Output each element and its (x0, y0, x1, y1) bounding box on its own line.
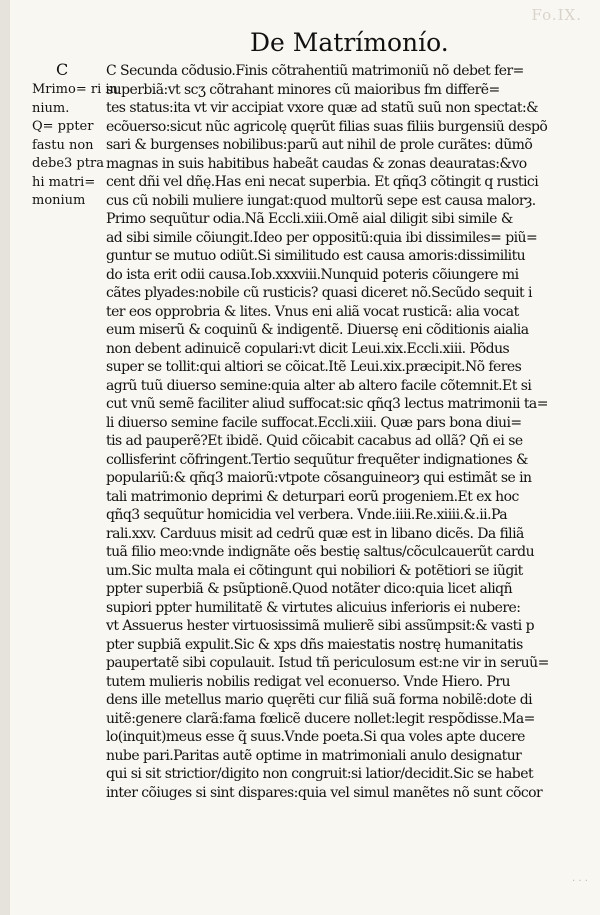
page-title: De Matrímonío. (250, 28, 449, 57)
text-line: vt Assuerus hester virtuosissimã mulierẽ sibi assũmpsit:& vasti p (106, 618, 534, 634)
body-text (106, 62, 549, 802)
text-line: rali.xxv. Carduus misit ad cedrũ quæ est in libano dicẽs. Da filiã (106, 525, 524, 542)
text-line: inter cõiuges si sint dispares:quia vel simul manẽtes nõ sunt cõcor (106, 784, 543, 801)
text-line: magnas in suis habitibus habeãt caudas & zonas deauratas:&vo (106, 155, 527, 172)
text-line: tutem mulieris nobilis redigat vel econuerso. Vnde Hiero. Pru (106, 673, 510, 690)
text-line: tes status:ita vt vir accipiat vxore quæ ad statũ suũ non spectat:& (106, 100, 539, 116)
text-line: uitẽ:genere clarã:fama fœlicẽ ducere nollet:legit respõdisse.Ma= (106, 710, 535, 727)
text-line: tali matrimonio deprimi & deturpari eorũ progeniem.Et ex hoc (106, 488, 519, 505)
text-line: um.Sic multa mala ei cõtingunt qui nobiliori & potẽtiori se iũgit (106, 562, 523, 579)
text-line: ppter superbiã & psũptionẽ.Quod notãter dico:quia licet aliqñ (106, 581, 513, 597)
text-line: ter eos opprobria & lites. Vnus eni aliã vocat rusticã: alia vocat (106, 303, 519, 320)
margin-note: debe3 ptra (32, 156, 104, 171)
text-line: cus cũ nobili muliere iungat:quod multorũ sepe est causa malorȝ. (106, 192, 536, 209)
text-line: super se tollit:qui altiori se cõicat.Itẽ Leui.xix.præcipit.Nõ feres (106, 359, 522, 375)
text-line: populariũ:& qñq3 maiorũ:vtpote cõsanguineorȝ qui estimãt se in (106, 470, 532, 486)
text-line: nube pari.Paritas autẽ optime in matrimoniali anulo designatur (106, 747, 522, 764)
text-line: guntur se mutuo odiũt.Si similitudo est causa amoris:dissimilitu (106, 248, 526, 264)
text-line: do ista erit odii causa.Iob.xxxviii.Nunquid poteris cõiungere mi (106, 266, 519, 283)
text-line: non debent adinuicẽ copulari:vt dicit Leui.xix.Eccli.xiii. Põdus (106, 340, 510, 357)
margin-note: Mrimo= ri in (32, 82, 118, 97)
text-line: cut vnũ semẽ faciliter aliud suffocat:sic qñq3 lectus matrimonii ta= (106, 396, 548, 412)
margin-note: nium. (32, 100, 70, 116)
text-line: tis ad pauperẽ?Et ibidẽ. Quid cõicabit cacabus ad ollã? Qñ ei se (106, 433, 523, 449)
text-line: C Secunda cõdusio.Finis cõtrahentiũ matrimoniũ nõ debet fer= (106, 63, 524, 79)
text-line: paupertatẽ sibi copulauit. Istud tñ periculosum est:ne vir in seruũ= (106, 655, 549, 671)
text-line: ad sibi simile cõiungit.Ideo per oppositũ:quia ibi dissimiles= piũ= (106, 229, 538, 246)
bleed-through-folio: Fo.IX. (531, 6, 582, 24)
text-line: cent dñi vel dñę.Has eni necat superbia. Et qñq3 cõtingit q rustici (106, 174, 539, 190)
text-line: cãtes plyades:nobile cũ rusticis? quasi diceret nõ.Secũdo sequit i (106, 285, 532, 301)
margin-note: Q= ppter (32, 119, 94, 134)
text-line: tuã filio meo:vnde indignãte oẽs bestię saltus/cõculcauerũt cardu (106, 544, 535, 560)
text-line: pter supbiã expulit.Sic & xps dñs maiestatis nostrę humanitatis (106, 636, 523, 653)
text-line: dens ille metellus mario quęrẽti cur filiã suã forma nobilẽ:dote di (106, 692, 533, 708)
text-line: supiori ppter humilitatẽ & virtutes alicuius inferioris ei nubere: (106, 599, 521, 616)
margin-note: hi matri= (32, 174, 96, 190)
margin-note: fastu non (32, 137, 94, 153)
text-line: agrũ tuũ diuerso semine:quia alter ab altero facile cõtemnit.Et si (106, 377, 532, 394)
text-line: superbiã:vt scʒ cõtrahant minores cũ maioribus fm differẽ= (106, 81, 500, 98)
text-line: qui si sit strictior/digito non congruit:si latior/decidit.Sic se habet (106, 766, 534, 782)
margin-note: monium (32, 193, 86, 208)
page-left-edge (0, 0, 10, 915)
text-line: sari & burgenses nobilibus:parũ aut nihil de prole curãtes: dũmõ (106, 137, 533, 153)
text-line: lo(inquit)meus esse q̃ suus.Vnde poeta.Si qua voles apte ducere (106, 729, 525, 745)
text-line: collisferint cõfringent.Tertio sequũtur frequẽter indignationes & (106, 451, 528, 468)
text-line: qñq3 sequũtur homicidia vel verbera. Vnde.iiii.Re.xiiii.&.ii.Pa (106, 507, 508, 523)
bottom-marks: . . . (572, 873, 588, 884)
text-line: eum miserũ & coquinũ & indigentẽ. Diuersę eni cõditionis aialia (106, 322, 529, 338)
text-line: ecõuerso:sicut nũc agricolę quęrũt filias suas filiis burgensiũ despõ (106, 118, 548, 135)
text-line: Primo sequũtur odia.Nã Eccli.xiii.Omẽ aial diligit sibi simile & (106, 211, 513, 227)
text-line: li diuerso semine facile suffocat.Eccli.xiii. Quæ pars bona diui= (106, 414, 522, 431)
section-letter: C (56, 60, 69, 79)
